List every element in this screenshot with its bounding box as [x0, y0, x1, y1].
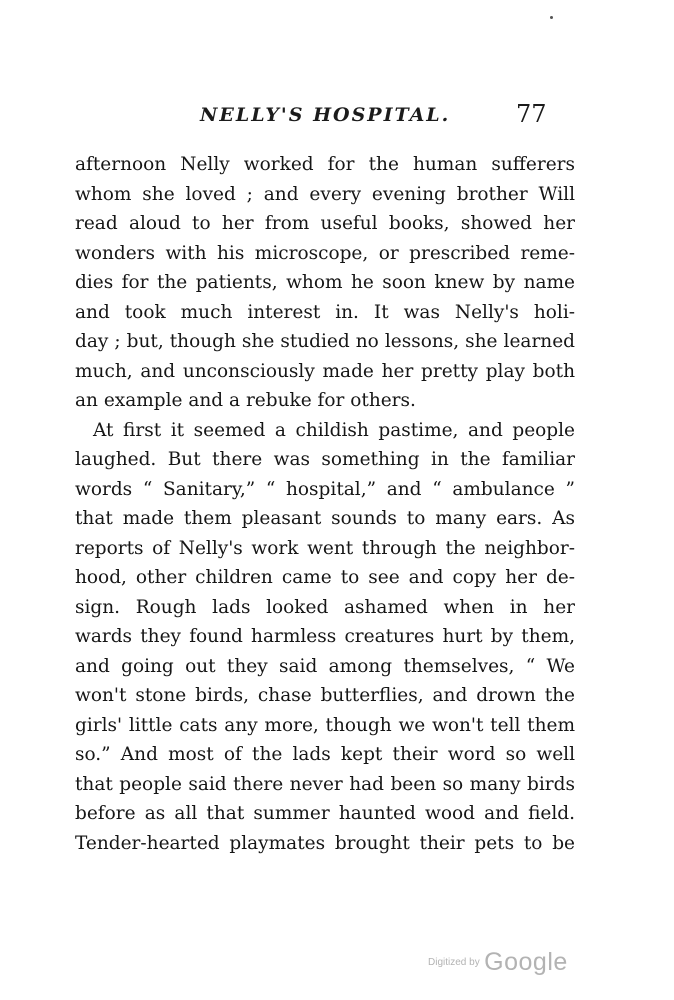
text-line: words “ Sanitary,” “ hospital,” and “ ambulance ”	[75, 478, 575, 500]
text-line: an example and a rebuke for others.	[75, 390, 416, 411]
text-line: much, and unconsciously made her pretty play both	[75, 360, 575, 382]
body-text	[75, 150, 575, 858]
text-line: that made them pleasant sounds to many ears. As	[75, 508, 575, 529]
watermark-prefix: Digitized by	[428, 957, 480, 968]
text-line: won't stone birds, chase butterflies, and drown the	[75, 685, 575, 706]
text-line: wards they found harmless creatures hurt by them,	[75, 626, 575, 647]
paragraph-1	[75, 150, 575, 416]
digitized-watermark	[428, 948, 568, 977]
running-head	[0, 100, 674, 134]
text-line: whom she loved ; and every evening brother Will	[75, 183, 575, 205]
text-line: read aloud to her from useful books, showed her	[75, 213, 575, 234]
text-line: day ; but, though she studied no lessons, she learned	[75, 331, 575, 352]
text-line: reports of Nelly's work went through the neighbor-	[75, 537, 575, 559]
text-line: wonders with his microscope, or prescribed reme-	[75, 242, 575, 264]
text-line: so.” And most of the lads kept their word so well	[75, 744, 575, 765]
text-line: girls' little cats any more, though we won't tell them	[75, 714, 575, 736]
text-line: that people said there never had been so many birds	[75, 773, 575, 795]
google-logo: Google	[484, 948, 568, 976]
text-line: and took much interest in. It was Nelly's holi-	[75, 301, 575, 323]
running-title: NELLY'S HOSPITAL.	[200, 104, 451, 126]
text-line: sign. Rough lads looked ashamed when in her	[75, 596, 575, 618]
text-line: afternoon Nelly worked for the human sufferers	[75, 154, 575, 175]
text-line: before as all that summer haunted wood and field.	[75, 803, 575, 824]
text-line: dies for the patients, whom he soon knew by name	[75, 272, 575, 293]
text-line: Tender-hearted playmates brought their pets to be	[75, 832, 575, 854]
corner-speck	[550, 16, 553, 19]
page-number: 77	[516, 100, 547, 128]
text-line: laughed. But there was something in the familiar	[75, 449, 575, 470]
paragraph-2	[75, 416, 575, 859]
text-line: hood, other children came to see and copy her de-	[75, 567, 575, 588]
text-line: and going out they said among themselves, “ We	[75, 655, 575, 677]
text-line: At first it seemed a childish pastime, and people	[93, 419, 575, 441]
